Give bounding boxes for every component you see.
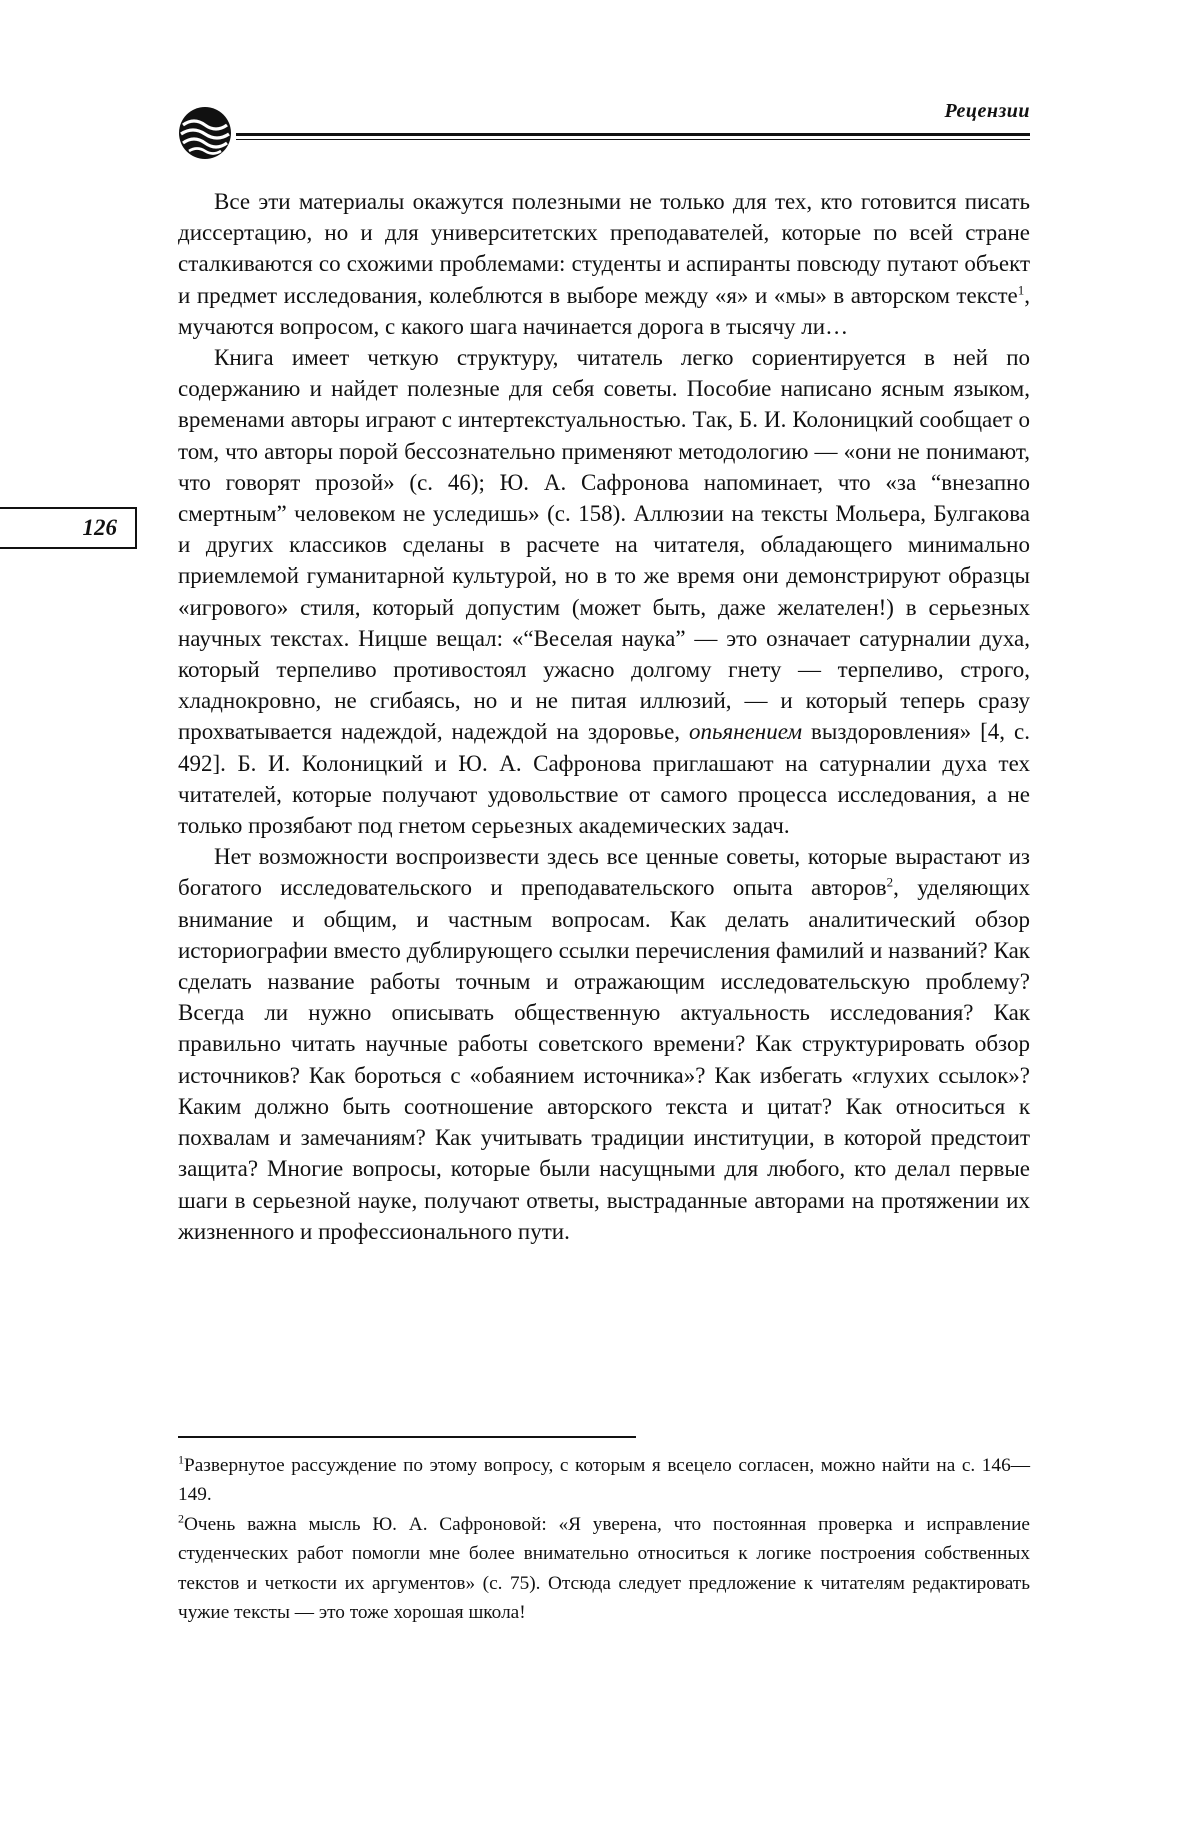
page-number: 126 <box>82 515 117 540</box>
header-rule-thick <box>236 133 1030 136</box>
article-body <box>178 186 1030 1247</box>
paragraph-text: Все эти материалы окажутся полезными не только для тех, кто готовится писать диссертацию, но и для университетских преподавателей, которые по всей стране сталкиваются со схожими проблемами: студенты и аспиранты повсюду путают объект и предмет исследования, колеблются в выборе между «я» и «мы» в авторском тексте <box>178 189 1030 308</box>
page-number-tab <box>0 507 137 549</box>
body-paragraph <box>178 186 1030 342</box>
journal-logo-icon <box>178 104 236 162</box>
footnote-marker: 2 <box>178 1511 184 1526</box>
body-paragraph <box>178 342 1030 841</box>
body-paragraph <box>178 841 1030 1247</box>
footnotes <box>178 1451 1030 1627</box>
emphasized-text: опьянением <box>689 719 803 745</box>
paragraph-text: выздоровления» [4, с. 492]. Б. И. Колоницкий и Ю. А. Сафронова приглашают на сатурналии духа тех читателей, которые получают удовольствие от самого процесса исследования, а не только прозябают под гнетом серьезных академических задач. <box>178 719 1030 839</box>
footnote-reference: 2 <box>886 874 894 890</box>
page-header <box>178 100 1030 162</box>
header-rule-thin <box>236 139 1030 140</box>
footnote-text: Очень важна мысль Ю. А. Сафроновой: «Я уверена, что постоянная проверка и исправление студенческих работ помогли мне более внимательно относиться к логике построения собственных текстов и четкости их аргументов» (с. 75). Отсюда следует предложение к читателям редактировать чужие тексты — это тоже хорошая школа! <box>178 1513 1030 1624</box>
paragraph-text: , уделяющих внимание и общим, и частным вопросам. Как делать аналитический обзор историографии вместо дублирующего ссылки перечисления фамилий и названий? Как сделать название работы точным и отражающим исследовательскую проблему? Всегда ли нужно описывать общественную актуальность исследования? Как правильно читать научные работы советского времени? Как структурировать обзор источников? Как бороться с «обаянием источника»? Как избегать «глухих ссылок»? Каким должно быть соотношение авторского текста и цитат? Как относиться к похвалам и замечаниям? Как учитывать традиции институции, в которой предстоит защита? Многие вопросы, которые были насущными для любого, кто делал первые шаги в серьезной науке, получают ответы, выстраданные авторами на протяжении их жизненного и профессионального пути. <box>178 875 1030 1244</box>
footnote <box>178 1451 1030 1510</box>
footnote-separator <box>178 1436 636 1438</box>
paragraph-text: Нет возможности воспроизвести здесь все ценные советы, которые вырастают из богатого исследовательского и преподавательского опыта авторов <box>178 844 1030 901</box>
footnote <box>178 1510 1030 1628</box>
footnote-marker: 1 <box>178 1452 184 1467</box>
footnote-reference: 1 <box>1017 281 1025 297</box>
footnote-text: Развернутое рассуждение по этому вопросу, с которым я всецело согласен, можно найти на с. 146—149. <box>178 1455 1030 1506</box>
paragraph-text: , мучаются вопросом, с какого шага начинается дорога в тысячу ли… <box>178 282 1030 339</box>
section-title: Рецензии <box>944 100 1030 122</box>
paragraph-text: Книга имеет четкую структуру, читатель легко сориентируется в ней по содержанию и найдет полезные для себя советы. Пособие написано ясным языком, временами авторы играют с интертекстуальностью. Так, Б. И. Колоницкий сообщает о том, что авторы порой бессознательно применяют методологию — «они не понимают, что говорят прозой» (с. 46); Ю. А. Сафронова напоминает, что «за “внезапно смертным” человеком не уследишь» (с. 158). Аллюзии на тексты Мольера, Булгакова и других классиков сделаны в расчете на читателя, обладающего минимально приемлемой гуманитарной культурой, но в то же время они демонстрируют образцы «игрового» стиля, который допустим (может быть, даже желателен!) в серьезных научных текстах. Ницше вещал: «“Веселая наука” — это означает сатурналии духа, который терпеливо противостоял ужасно долгому гнету — терпеливо, строго, хладнокровно, не сгибаясь, но и не питая иллюзий, — и который теперь сразу прохватывается надеждой, надеждой на здоровье, <box>178 345 1030 745</box>
